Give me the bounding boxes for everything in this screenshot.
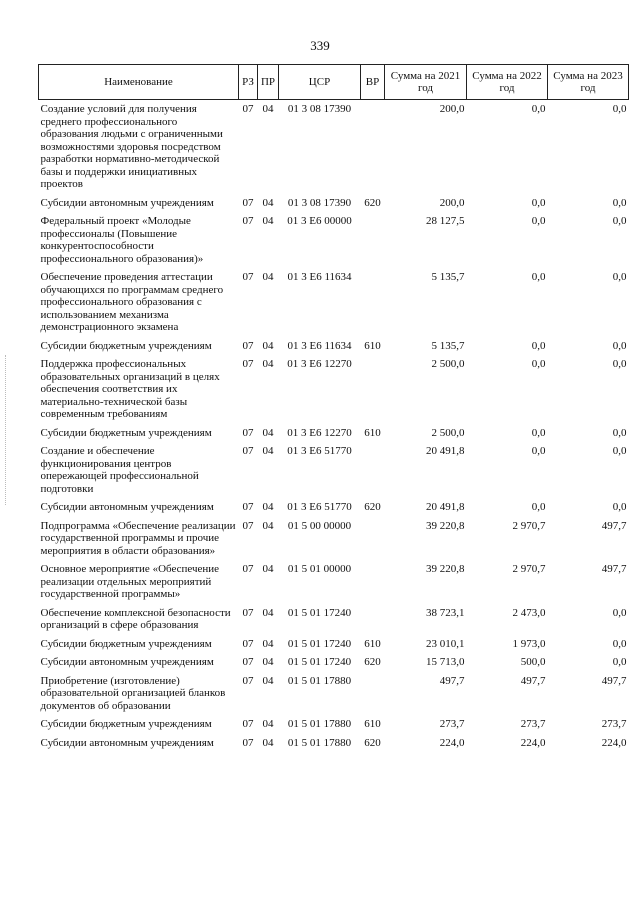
table-row	[39, 337, 629, 356]
table-body	[39, 100, 629, 753]
cell-rz: 07	[242, 563, 254, 575]
cell-rz: 07	[242, 339, 254, 352]
table-row	[39, 268, 629, 337]
cell-sum-2022: 0,0	[531, 196, 546, 209]
table-row	[39, 212, 629, 268]
cell-rz: 07	[242, 656, 254, 668]
table-row	[39, 517, 629, 561]
cell-csr: 01 3 E6 12270	[287, 358, 352, 370]
cell-sum-2021: 200,0	[439, 103, 465, 115]
cell-name: Поддержка профессиональных образовательных организаций в целях обеспечения соответствия их материально-технической базы современным требованиям	[40, 358, 220, 420]
cell-pr: 04	[262, 519, 274, 532]
cell-name: Субсидии бюджетным учреждениям	[40, 718, 212, 730]
cell-csr: 01 3 08 17390	[287, 103, 352, 115]
cell-pr: 04	[262, 271, 274, 283]
cell-sum-2022: 273,7	[520, 718, 546, 730]
cell-sum-2023: 0,0	[612, 501, 627, 513]
table-row	[39, 653, 629, 672]
cell-csr: 01 3 E6 11634	[287, 271, 352, 283]
header-rz: РЗ	[239, 65, 258, 100]
cell-sum-2022: 0,0	[531, 271, 546, 283]
table-row	[39, 100, 629, 194]
cell-sum-2021: 28 127,5	[426, 215, 465, 227]
cell-vr: 620	[364, 196, 381, 209]
cell-sum-2023: 0,0	[612, 606, 627, 619]
cell-sum-2021: 38 723,1	[426, 606, 465, 619]
cell-vr: 620	[364, 656, 381, 668]
cell-name: Субсидии бюджетным учреждениям	[40, 339, 212, 352]
cell-sum-2023: 0,0	[612, 196, 627, 209]
table-header	[39, 65, 629, 100]
cell-vr	[361, 212, 385, 268]
cell-name: Федеральный проект «Молодые профессионалы (Повышение конкурентоспособности профессионального образования)»	[40, 215, 204, 265]
cell-csr: 01 5 01 17240	[287, 637, 352, 650]
cell-rz: 07	[242, 519, 254, 532]
cell-sum-2021: 497,7	[439, 674, 465, 687]
cell-vr	[361, 672, 385, 716]
cell-sum-2022: 0,0	[531, 358, 546, 370]
cell-name: Приобретение (изготовление) образовательной организацией бланков документов об образовании	[40, 674, 226, 712]
table-row	[39, 560, 629, 604]
cell-name: Субсидии автономным учреждениям	[40, 501, 214, 513]
cell-sum-2021: 39 220,8	[426, 563, 465, 575]
table-row	[39, 424, 629, 443]
cell-name: Подпрограмма «Обеспечение реализации государственной программы и прочие мероприятия в области образования»	[40, 519, 236, 557]
cell-vr	[361, 355, 385, 424]
cell-csr: 01 3 E6 12270	[287, 426, 352, 439]
cell-sum-2021: 5 135,7	[431, 339, 465, 352]
cell-csr: 01 5 01 17880	[287, 718, 352, 730]
cell-vr: 610	[364, 637, 381, 650]
cell-sum-2021: 2 500,0	[431, 426, 465, 439]
cell-name: Субсидии бюджетным учреждениям	[40, 426, 212, 439]
page-number: 339	[310, 38, 330, 53]
cell-sum-2021: 20 491,8	[426, 501, 465, 513]
cell-sum-2022: 0,0	[531, 339, 546, 352]
cell-sum-2022: 2 970,7	[512, 563, 546, 575]
cell-name: Обеспечение проведения аттестации обучающихся по программам среднего профессионального образования с использованием механизма демонстрационного экзамена	[40, 271, 224, 333]
cell-pr: 04	[262, 674, 274, 687]
cell-pr: 04	[262, 563, 274, 575]
cell-sum-2023: 0,0	[612, 656, 627, 668]
cell-sum-2022: 0,0	[531, 501, 546, 513]
cell-sum-2021: 200,0	[439, 196, 465, 209]
cell-name: Создание условий для получения среднего профессионального образования людьми с ограниченными возможностями здоровья посредством разработки нормативно-методической базы и поддержки инициативных проектов	[40, 103, 223, 190]
header-name: Наименование	[39, 65, 239, 100]
cell-sum-2023: 0,0	[612, 445, 627, 457]
table-row	[39, 355, 629, 424]
cell-name: Субсидии автономным учреждениям	[40, 736, 214, 749]
table-row	[39, 734, 629, 753]
cell-pr: 04	[262, 103, 274, 115]
cell-sum-2021: 23 010,1	[426, 637, 465, 650]
cell-pr: 04	[262, 736, 274, 749]
cell-sum-2022: 0,0	[531, 103, 546, 115]
cell-sum-2022: 2 970,7	[512, 519, 546, 532]
cell-sum-2022: 1 973,0	[512, 637, 546, 650]
cell-sum-2023: 497,7	[601, 674, 627, 687]
cell-pr: 04	[262, 358, 274, 370]
cell-csr: 01 5 00 00000	[287, 519, 352, 532]
cell-pr: 04	[262, 637, 274, 650]
cell-csr: 01 3 E6 51770	[287, 445, 352, 457]
cell-sum-2022: 0,0	[531, 445, 546, 457]
cell-vr: 620	[364, 501, 381, 513]
cell-csr: 01 3 E6 00000	[287, 215, 352, 227]
cell-pr: 04	[262, 426, 274, 439]
header-sum-2023: Сумма на 2023 год	[548, 65, 629, 100]
cell-csr: 01 3 08 17390	[287, 196, 352, 209]
header-sum-2021: Сумма на 2021 год	[385, 65, 467, 100]
cell-sum-2023: 0,0	[612, 339, 627, 352]
table-row	[39, 635, 629, 654]
cell-vr	[361, 268, 385, 337]
budget-table	[38, 64, 629, 752]
cell-sum-2021: 273,7	[439, 718, 465, 730]
cell-sum-2022: 0,0	[531, 426, 546, 439]
cell-rz: 07	[242, 426, 254, 439]
header-csr: ЦСР	[279, 65, 361, 100]
cell-sum-2023: 497,7	[601, 563, 627, 575]
cell-rz: 07	[242, 501, 254, 513]
cell-csr: 01 5 01 17240	[287, 656, 352, 668]
cell-csr: 01 5 01 17880	[287, 674, 352, 687]
cell-sum-2021: 5 135,7	[431, 271, 465, 283]
header-pr: ПР	[258, 65, 279, 100]
cell-vr	[361, 604, 385, 635]
cell-pr: 04	[262, 215, 274, 227]
cell-sum-2022: 2 473,0	[512, 606, 546, 619]
header-sum-2022: Сумма на 2022 год	[467, 65, 548, 100]
cell-name: Основное мероприятие «Обеспечение реализации отдельных мероприятий государственной программы»	[40, 563, 220, 600]
cell-sum-2023: 0,0	[612, 358, 627, 370]
cell-vr	[361, 442, 385, 498]
cell-csr: 01 5 01 17880	[287, 736, 352, 749]
cell-csr: 01 3 E6 11634	[287, 339, 352, 352]
cell-rz: 07	[242, 674, 254, 687]
cell-vr: 610	[364, 426, 381, 439]
cell-rz: 07	[242, 637, 254, 650]
cell-name: Субсидии автономным учреждениям	[40, 196, 214, 209]
cell-name: Субсидии автономным учреждениям	[40, 656, 214, 668]
cell-vr	[361, 517, 385, 561]
cell-sum-2023: 0,0	[612, 637, 627, 650]
cell-pr: 04	[262, 718, 274, 730]
cell-sum-2021: 2 500,0	[431, 358, 465, 370]
cell-sum-2023: 273,7	[601, 718, 627, 730]
cell-sum-2023: 0,0	[612, 215, 627, 227]
cell-sum-2022: 0,0	[531, 215, 546, 227]
cell-sum-2023: 0,0	[612, 426, 627, 439]
table-row	[39, 672, 629, 716]
cell-vr	[361, 560, 385, 604]
cell-sum-2021: 20 491,8	[426, 445, 465, 457]
cell-sum-2023: 0,0	[612, 103, 627, 115]
cell-vr	[361, 100, 385, 194]
cell-rz: 07	[242, 606, 254, 619]
cell-sum-2022: 497,7	[520, 674, 546, 687]
table-row	[39, 442, 629, 498]
margin-mark	[5, 355, 8, 505]
table-row	[39, 604, 629, 635]
cell-vr: 620	[364, 736, 381, 749]
cell-rz: 07	[242, 718, 254, 730]
cell-vr: 610	[364, 339, 381, 352]
cell-rz: 07	[242, 215, 254, 227]
cell-rz: 07	[242, 736, 254, 749]
cell-rz: 07	[242, 103, 254, 115]
cell-pr: 04	[262, 501, 274, 513]
cell-sum-2021: 39 220,8	[426, 519, 465, 532]
cell-csr: 01 5 01 17240	[287, 606, 352, 619]
cell-sum-2021: 15 713,0	[426, 656, 465, 668]
table-row	[39, 194, 629, 213]
cell-csr: 01 5 01 00000	[287, 563, 352, 575]
cell-name: Субсидии бюджетным учреждениям	[40, 637, 212, 650]
cell-name: Создание и обеспечение функционирования центров опережающей профессиональной подготовки	[40, 445, 199, 495]
cell-sum-2022: 224,0	[520, 736, 546, 749]
cell-rz: 07	[242, 445, 254, 457]
cell-sum-2022: 500,0	[520, 656, 546, 668]
cell-pr: 04	[262, 339, 274, 352]
cell-rz: 07	[242, 196, 254, 209]
cell-vr: 610	[364, 718, 381, 730]
cell-sum-2023: 0,0	[612, 271, 627, 283]
cell-pr: 04	[262, 445, 274, 457]
cell-csr: 01 3 E6 51770	[287, 501, 352, 513]
cell-rz: 07	[242, 271, 254, 283]
table-row	[39, 715, 629, 734]
cell-pr: 04	[262, 606, 274, 619]
cell-sum-2023: 497,7	[601, 519, 627, 532]
cell-sum-2023: 224,0	[601, 736, 627, 749]
header-vr: ВР	[361, 65, 385, 100]
cell-rz: 07	[242, 358, 254, 370]
cell-sum-2021: 224,0	[439, 736, 465, 749]
cell-pr: 04	[262, 196, 274, 209]
cell-name: Обеспечение комплексной безопасности организаций в сфере образования	[40, 606, 231, 631]
table-row	[39, 498, 629, 517]
cell-pr: 04	[262, 656, 274, 668]
